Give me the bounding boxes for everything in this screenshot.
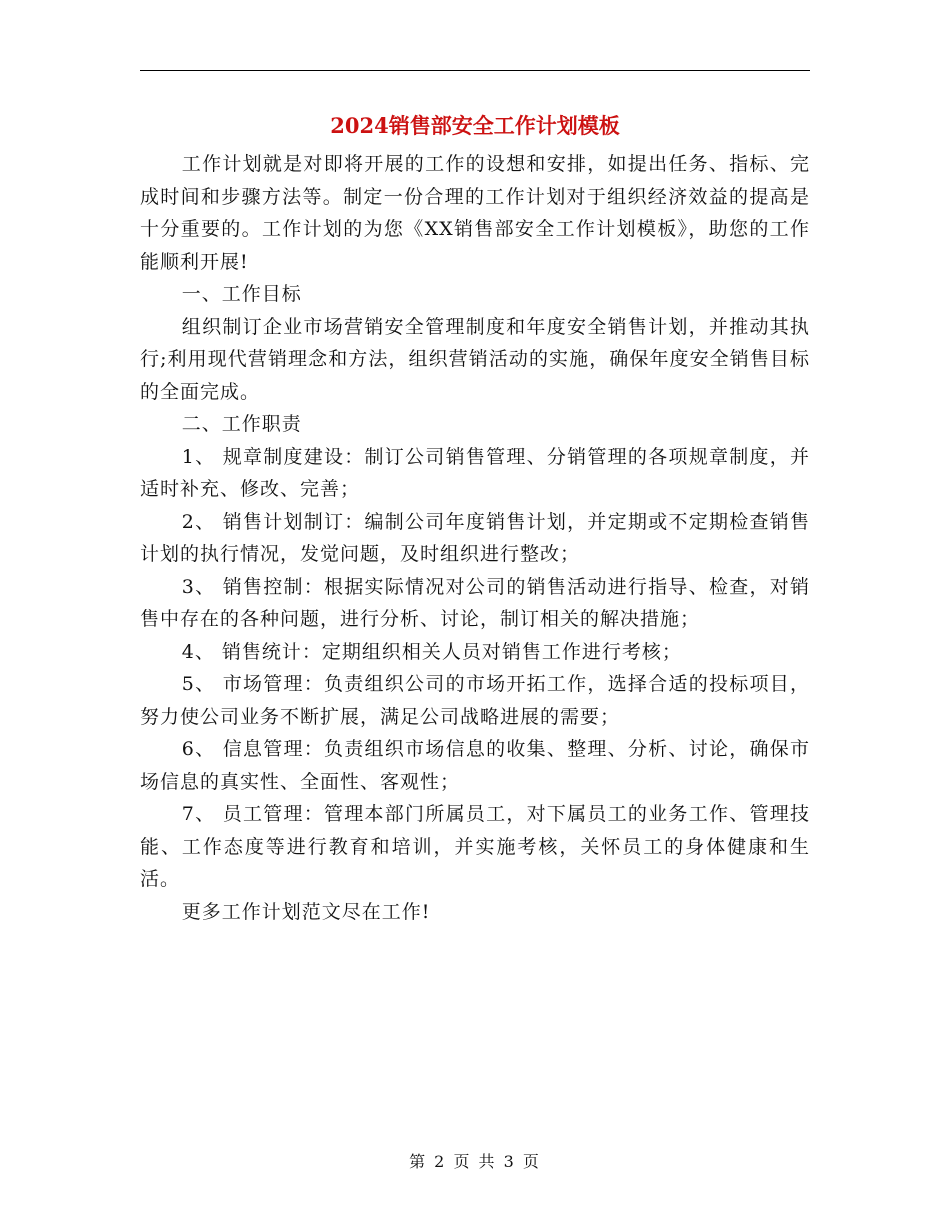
section-heading-duties: 二、工作职责 [181, 413, 302, 435]
page-number-footer: 第 2 页 共 3 页 [409, 1152, 541, 1171]
closing-paragraph: 更多工作计划范文尽在工作! [181, 900, 431, 923]
duty-item-2: 2、 销售计划制订：编制公司年度销售计划，并定期或不定期检查销售计划的执行情况，发觉问题，及时组织进行整改； [140, 510, 810, 565]
goals-paragraph: 组织制订企业市场营销安全管理制度和年度安全销售计划，并推动其执行;利用现代营销理念和方法，组织营销活动的实施，确保年度安全销售目标的全面完成。 [140, 315, 810, 403]
duty-item-7: 7、 员工管理：管理本部门所属员工，对下属员工的业务工作、管理技能、工作态度等进行教育和培训，并实施考核，关怀员工的身体健康和生活。 [140, 803, 810, 890]
duty-item-4: 4、 销售统计：定期组织相关人员对销售工作进行考核； [181, 640, 682, 663]
document-body [140, 148, 810, 928]
header-rule [140, 70, 810, 71]
intro-paragraph: 工作计划就是对即将开展的工作的设想和安排，如提出任务、指标、完成时间和步骤方法等。制定一份合理的工作计划对于组织经济效益的提高是十分重要的。工作计划的为您《XX销售部安全工作计划模板》，助您的工作能顺利开展! [140, 153, 810, 273]
duty-item-5: 5、 市场管理：负责组织公司的市场开拓工作，选择合适的投标项目，努力使公司业务不断扩展，满足公司战略进展的需要； [140, 673, 810, 728]
section-heading-goals: 一、工作目标 [181, 283, 302, 305]
duty-item-6: 6、 信息管理：负责组织市场信息的收集、整理、分析、讨论，确保市场信息的真实性、全面性、客观性； [140, 738, 810, 793]
duty-item-1: 1、 规章制度建设：制订公司销售管理、分销管理的各项规章制度，并适时补充、修改、完善； [140, 445, 810, 500]
duty-item-3: 3、 销售控制：根据实际情况对公司的销售活动进行指导、检查，对销售中存在的各种问题，进行分析、讨论，制订相关的解决措施； [140, 575, 810, 630]
document-title: 2024销售部安全工作计划模板 [330, 113, 620, 138]
